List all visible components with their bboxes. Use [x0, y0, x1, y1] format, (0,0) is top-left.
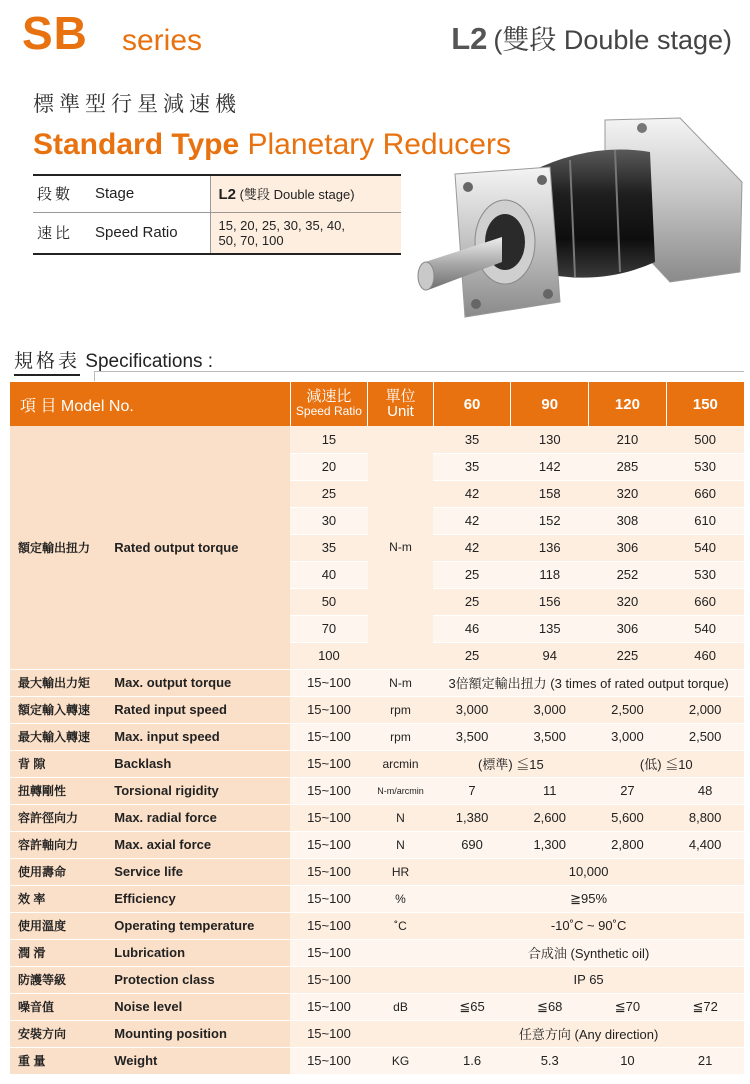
table-row — [10, 993, 744, 1020]
value-cell: IP 65 — [433, 966, 744, 993]
value-cell: 320 — [589, 480, 667, 507]
table-row — [10, 723, 744, 750]
ratio-cell: 25 — [290, 480, 368, 507]
spec-header-row — [10, 382, 744, 426]
header-model: 項 目 Model No. — [10, 382, 290, 426]
table-row — [10, 1047, 744, 1074]
ratio-cell: 15~100 — [290, 1047, 368, 1074]
value-cell: 530 — [666, 453, 744, 480]
row-label-en: Lubrication — [114, 939, 290, 966]
ratio-cell: 15 — [290, 426, 368, 453]
value-cell: 1,380 — [433, 804, 511, 831]
divider — [94, 371, 744, 372]
ratio-cell: 50 — [290, 588, 368, 615]
unit-cell: % — [368, 885, 433, 912]
row-label-zh: 防護等級 — [10, 966, 114, 993]
row-label-en: Noise level — [114, 993, 290, 1020]
value-cell: 5.3 — [511, 1047, 589, 1074]
row-label-zh: 容許軸向力 — [10, 831, 114, 858]
ratio-cell: 35 — [290, 534, 368, 561]
value-cell: 11 — [511, 777, 589, 804]
value-cell: 46 — [433, 615, 511, 642]
table-row — [10, 669, 744, 696]
row-label-zh: 安裝方向 — [10, 1020, 114, 1047]
header-ratio — [290, 382, 368, 426]
page-title-zh: 標準型行星減速機 — [33, 92, 241, 116]
value-cell: 135 — [511, 615, 589, 642]
torque-label-en: Rated output torque — [114, 426, 290, 669]
ratio-cell: 15~100 — [290, 885, 368, 912]
table-row — [10, 831, 744, 858]
torque-label-zh: 額定輸出扭力 — [10, 426, 114, 669]
value-cell: 306 — [589, 615, 667, 642]
ratio-cell: 100 — [290, 642, 368, 669]
header-unit — [368, 382, 433, 426]
row-label-en: Max. input speed — [114, 723, 290, 750]
unit-cell: N — [368, 831, 433, 858]
row-label-en: Operating temperature — [114, 912, 290, 939]
stage-code: L2 — [451, 21, 488, 56]
header-size-90: 90 — [511, 382, 589, 426]
value-cell: 130 — [511, 426, 589, 453]
value-cell: 500 — [666, 426, 744, 453]
ratio-cell: 15~100 — [290, 804, 368, 831]
row-label-zh: 潤 滑 — [10, 939, 114, 966]
header-ratio-en: Speed Ratio — [295, 404, 362, 418]
value-cell: (標準) ≦15 — [433, 750, 588, 777]
ratio-value-line1: 15, 20, 25, 30, 35, 40, — [218, 217, 345, 233]
value-cell: 10 — [589, 1047, 667, 1074]
header-unit-en: Unit — [387, 403, 414, 420]
value-cell: 3,000 — [433, 696, 511, 723]
value-cell: 3,000 — [511, 696, 589, 723]
value-cell: 35 — [433, 426, 511, 453]
value-cell: 1,300 — [511, 831, 589, 858]
table-row — [10, 750, 744, 777]
torque-unit: N-m — [368, 426, 433, 669]
page-title-bold: Standard Type — [33, 128, 240, 161]
value-cell: 118 — [511, 561, 589, 588]
value-cell: 142 — [511, 453, 589, 480]
ratio-cell: 15~100 — [290, 912, 368, 939]
header-unit-zh: 單位 — [385, 388, 416, 405]
row-label-zh: 重 量 — [10, 1047, 114, 1074]
value-cell: 25 — [433, 588, 511, 615]
table-row — [10, 858, 744, 885]
table-row — [10, 885, 744, 912]
value-cell: 2,000 — [666, 696, 744, 723]
value-cell: 320 — [589, 588, 667, 615]
value-cell: 42 — [433, 534, 511, 561]
value-cell: 2,800 — [589, 831, 667, 858]
ratio-cell: 40 — [290, 561, 368, 588]
row-label-en: Weight — [114, 1047, 290, 1074]
unit-cell: rpm — [368, 723, 433, 750]
value-cell: 252 — [589, 561, 667, 588]
stage-value — [210, 175, 401, 212]
value-cell: 306 — [589, 534, 667, 561]
value-cell: 7 — [433, 777, 511, 804]
value-cell: 3,500 — [511, 723, 589, 750]
ratio-value — [210, 212, 401, 254]
value-cell: 合成油 (Synthetic oil) — [433, 939, 744, 966]
header-ratio-zh: 減速比 — [306, 388, 352, 405]
value-cell: ≦65 — [433, 993, 511, 1020]
ratio-cell: 70 — [290, 615, 368, 642]
row-label-en: Mounting position — [114, 1020, 290, 1047]
value-cell: 210 — [589, 426, 667, 453]
stage-heading — [451, 18, 732, 57]
value-cell: 25 — [433, 642, 511, 669]
row-label-zh: 扭轉剛性 — [10, 777, 114, 804]
value-cell: 27 — [589, 777, 667, 804]
planetary-reducer-image — [410, 112, 745, 352]
ratio-cell: 15~100 — [290, 966, 368, 993]
ratio-cell: 15~100 — [290, 993, 368, 1020]
divider-tick — [94, 371, 95, 381]
row-label-en: Service life — [114, 858, 290, 885]
table-row — [10, 966, 744, 993]
ratio-cell: 15~100 — [290, 723, 368, 750]
ratio-label-zh: 速比 — [33, 212, 95, 254]
value-cell: 530 — [666, 561, 744, 588]
row-label-zh: 效 率 — [10, 885, 114, 912]
value-cell: 610 — [666, 507, 744, 534]
value-cell: 285 — [589, 453, 667, 480]
row-label-zh: 額定輸入轉速 — [10, 696, 114, 723]
row-label-en: Max. axial force — [114, 831, 290, 858]
unit-cell — [368, 966, 433, 993]
unit-cell: N-m — [368, 669, 433, 696]
stage-table — [33, 174, 401, 255]
header-size-60: 60 — [433, 382, 511, 426]
table-row — [10, 804, 744, 831]
value-cell: 158 — [511, 480, 589, 507]
row-label-zh: 背 隙 — [10, 750, 114, 777]
series-label: series — [122, 24, 203, 57]
table-row — [10, 1020, 744, 1047]
value-cell: 3倍額定輸出扭力 (3 times of rated output torque) — [433, 669, 744, 696]
stage-value-desc: (雙段 Double stage) — [239, 187, 355, 203]
row-label-en: Torsional rigidity — [114, 777, 290, 804]
ratio-cell: 30 — [290, 507, 368, 534]
unit-cell: dB — [368, 993, 433, 1020]
row-label-zh: 使用壽命 — [10, 858, 114, 885]
row-label-en: Max. output torque — [114, 669, 290, 696]
value-cell: 1.6 — [433, 1047, 511, 1074]
row-label-zh: 最大輸入轉速 — [10, 723, 114, 750]
ratio-cell: 15~100 — [290, 831, 368, 858]
unit-cell — [368, 939, 433, 966]
value-cell: 25 — [433, 561, 511, 588]
ratio-cell: 15~100 — [290, 750, 368, 777]
stage-label-en: Stage — [95, 175, 210, 212]
page-title-normal: Planetary Reducers — [247, 128, 511, 161]
row-label-zh: 使用溫度 — [10, 912, 114, 939]
unit-cell — [368, 1020, 433, 1047]
unit-cell: HR — [368, 858, 433, 885]
spec-title — [14, 346, 213, 373]
ratio-label-en: Speed Ratio — [95, 212, 210, 254]
value-cell: 308 — [589, 507, 667, 534]
value-cell: 660 — [666, 480, 744, 507]
ratio-cell: 15~100 — [290, 777, 368, 804]
value-cell: 152 — [511, 507, 589, 534]
value-cell: 4,400 — [666, 831, 744, 858]
unit-cell: arcmin — [368, 750, 433, 777]
table-row — [10, 912, 744, 939]
row-label-en: Backlash — [114, 750, 290, 777]
value-cell: 5,600 — [589, 804, 667, 831]
stage-desc: (雙段 Double stage) — [493, 25, 732, 55]
value-cell: 2,600 — [511, 804, 589, 831]
ratio-cell: 20 — [290, 453, 368, 480]
value-cell: 136 — [511, 534, 589, 561]
unit-cell: N-m/arcmin — [368, 777, 433, 804]
value-cell: 3,000 — [589, 723, 667, 750]
value-cell: 460 — [666, 642, 744, 669]
spec-table — [10, 382, 744, 1075]
value-cell: 2,500 — [589, 696, 667, 723]
value-cell: 94 — [511, 642, 589, 669]
table-row — [10, 426, 744, 453]
table-row — [10, 777, 744, 804]
value-cell: 3,500 — [433, 723, 511, 750]
value-cell: 660 — [666, 588, 744, 615]
value-cell: 42 — [433, 507, 511, 534]
unit-cell: rpm — [368, 696, 433, 723]
value-cell: 21 — [666, 1047, 744, 1074]
table-row — [10, 939, 744, 966]
row-label-en: Max. radial force — [114, 804, 290, 831]
row-label-zh: 最大輸出力矩 — [10, 669, 114, 696]
unit-cell: ˚C — [368, 912, 433, 939]
ratio-cell: 15~100 — [290, 939, 368, 966]
value-cell: ≧95% — [433, 885, 744, 912]
stage-label-zh: 段數 — [33, 175, 95, 212]
stage-value-code: L2 — [218, 186, 237, 204]
value-cell: 540 — [666, 534, 744, 561]
value-cell: 2,500 — [666, 723, 744, 750]
header-size-150: 150 — [666, 382, 744, 426]
row-label-en: Rated input speed — [114, 696, 290, 723]
value-cell: 225 — [589, 642, 667, 669]
spec-title-zh: 規格表 — [14, 351, 80, 376]
value-cell: 35 — [433, 453, 511, 480]
value-cell: 690 — [433, 831, 511, 858]
ratio-value-line2: 50, 70, 100 — [218, 232, 284, 248]
ratio-cell: 15~100 — [290, 669, 368, 696]
value-cell: 156 — [511, 588, 589, 615]
value-cell: ≦70 — [589, 993, 667, 1020]
brand-logo: SB — [22, 7, 88, 59]
value-cell: ≦68 — [511, 993, 589, 1020]
value-cell: -10˚C ~ 90˚C — [433, 912, 744, 939]
unit-cell: N — [368, 804, 433, 831]
value-cell: 48 — [666, 777, 744, 804]
row-label-en: Protection class — [114, 966, 290, 993]
ratio-cell: 15~100 — [290, 696, 368, 723]
value-cell: 10,000 — [433, 858, 744, 885]
ratio-cell: 15~100 — [290, 858, 368, 885]
row-label-en: Efficiency — [114, 885, 290, 912]
unit-cell: KG — [368, 1047, 433, 1074]
row-label-zh: 容許徑向力 — [10, 804, 114, 831]
row-label-zh: 噪音值 — [10, 993, 114, 1020]
value-cell: ≦72 — [666, 993, 744, 1020]
value-cell: 任意方向 (Any direction) — [433, 1020, 744, 1047]
ratio-cell: 15~100 — [290, 1020, 368, 1047]
spec-title-en: Specifications : — [85, 351, 214, 372]
value-cell: 540 — [666, 615, 744, 642]
value-cell: 8,800 — [666, 804, 744, 831]
value-cell: 42 — [433, 480, 511, 507]
value-cell: (低) ≦10 — [589, 750, 744, 777]
header-size-120: 120 — [589, 382, 667, 426]
table-row — [10, 696, 744, 723]
